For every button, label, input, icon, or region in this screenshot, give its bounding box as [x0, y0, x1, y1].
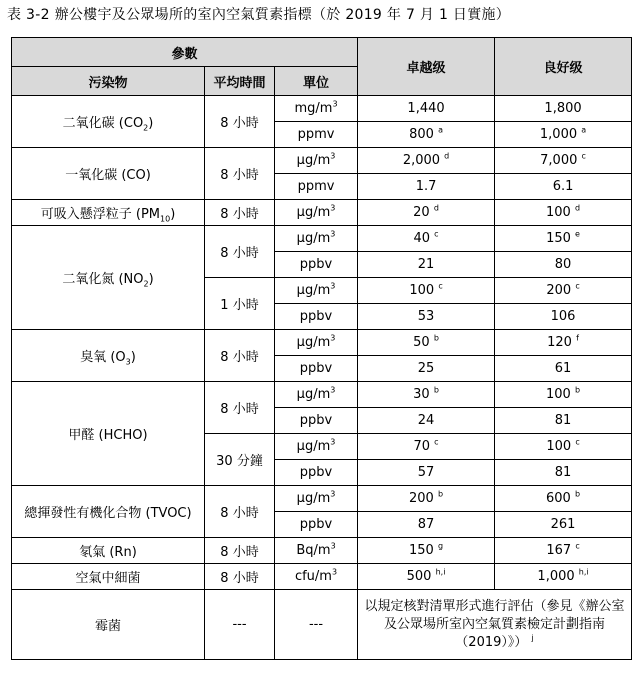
unit-cell: $Bq/m^3$	[275, 538, 358, 564]
excellent-value: 30 $^b$	[358, 382, 495, 408]
pollutant-bacteria: 空氣中細菌	[12, 564, 205, 590]
unit-cell: ppbv	[275, 356, 358, 382]
excellent-value: 70 $^c$	[358, 434, 495, 460]
mold-assessment-note: 以規定核對清單形式進行評估（參見《辦公室及公眾場所室內空氣質素檢定計劃指南（2019）》） $^j$	[358, 590, 632, 660]
header-pollutant: 污染物	[12, 67, 205, 96]
table-row	[12, 486, 632, 512]
avg-time: 8 小時	[205, 382, 275, 434]
table-row	[12, 148, 632, 174]
excellent-value: 40 $^c$	[358, 226, 495, 252]
unit-cell: $\mu g/m^3$	[275, 278, 358, 304]
pollutant-co2: 二氧化碳 $(CO_2)$	[12, 96, 205, 148]
table-row	[12, 590, 632, 660]
table-row	[12, 538, 632, 564]
excellent-value: 150 $^g$	[358, 538, 495, 564]
avg-time: 30 分鐘	[205, 434, 275, 486]
good-value: 7,000 $^c$	[495, 148, 632, 174]
pollutant-rn: 氡氣 (Rn)	[12, 538, 205, 564]
pollutant-o3: 臭氧 $(O_3)$	[12, 330, 205, 382]
good-value: 81	[495, 408, 632, 434]
table-row	[12, 330, 632, 356]
unit-cell: $mg/m^3$	[275, 96, 358, 122]
unit-cell: ppbv	[275, 304, 358, 330]
excellent-value: 100 $^c$	[358, 278, 495, 304]
avg-time: 8 小時	[205, 564, 275, 590]
good-value: 167 $^c$	[495, 538, 632, 564]
excellent-value: 800 $^a$	[358, 122, 495, 148]
good-value: 200 $^c$	[495, 278, 632, 304]
unit-cell: ppbv	[275, 460, 358, 486]
excellent-value: 20 $^d$	[358, 200, 495, 226]
good-value: 600 $^b$	[495, 486, 632, 512]
excellent-value: 50 $^b$	[358, 330, 495, 356]
excellent-value: 25	[358, 356, 495, 382]
good-value: 6.1	[495, 174, 632, 200]
pollutant-tvoc: 總揮發性有機化合物 (TVOC)	[12, 486, 205, 538]
excellent-value: 2,000 $^d$	[358, 148, 495, 174]
unit-cell: ppbv	[275, 512, 358, 538]
table-row	[12, 226, 632, 252]
table-row	[12, 200, 632, 226]
unit-cell: $\mu g/m^3$	[275, 434, 358, 460]
table-row	[12, 564, 632, 590]
excellent-value: 24	[358, 408, 495, 434]
good-value: 81	[495, 460, 632, 486]
pollutant-co: 一氧化碳 (CO)	[12, 148, 205, 200]
avg-time: 1 小時	[205, 278, 275, 330]
good-value: 61	[495, 356, 632, 382]
excellent-value: 500 $^{h,i}$	[358, 564, 495, 590]
excellent-value: 21	[358, 252, 495, 278]
good-value: 106	[495, 304, 632, 330]
header-unit: 單位	[275, 67, 358, 96]
good-value: 1,000 $^a$	[495, 122, 632, 148]
table-row	[12, 96, 632, 122]
unit-cell: $\mu g/m^3$	[275, 200, 358, 226]
header-avg-time: 平均時間	[205, 67, 275, 96]
pollutant-mold: 霉菌	[12, 590, 205, 660]
avg-time: 8 小時	[205, 486, 275, 538]
header-excellent: 卓越级	[358, 38, 495, 96]
unit-cell: ---	[275, 590, 358, 660]
unit-cell: cfu/$m^3$	[275, 564, 358, 590]
table-row	[12, 382, 632, 408]
avg-time: 8 小時	[205, 200, 275, 226]
iaq-objectives-table	[11, 37, 632, 660]
good-value: 120 $^f$	[495, 330, 632, 356]
excellent-value: 57	[358, 460, 495, 486]
avg-time: 8 小時	[205, 96, 275, 148]
avg-time: 8 小時	[205, 226, 275, 278]
good-value: 80	[495, 252, 632, 278]
pollutant-pm10: 可吸入懸浮粒子 $(PM_{10})$	[12, 200, 205, 226]
excellent-value: 200 $^b$	[358, 486, 495, 512]
unit-cell: ppbv	[275, 252, 358, 278]
excellent-value: 87	[358, 512, 495, 538]
avg-time: 8 小時	[205, 538, 275, 564]
avg-time: 8 小時	[205, 148, 275, 200]
avg-time: ---	[205, 590, 275, 660]
pollutant-no2: 二氧化氮 $(NO_2)$	[12, 226, 205, 330]
good-value: 1,800	[495, 96, 632, 122]
good-value: 261	[495, 512, 632, 538]
table-caption: 表 3-2 辦公樓宇及公眾場所的室內空氣質素指標（於 2019 年 7 月 1 日實施）	[7, 7, 511, 23]
header-params: 參數	[12, 38, 358, 67]
unit-cell: ppmv	[275, 174, 358, 200]
pollutant-hcho: 甲醛 (HCHO)	[12, 382, 205, 486]
good-value: 150 $^e$	[495, 226, 632, 252]
good-value: 100 $^c$	[495, 434, 632, 460]
good-value: 100 $^b$	[495, 382, 632, 408]
unit-cell: $\mu g/m^3$	[275, 486, 358, 512]
unit-cell: ppmv	[275, 122, 358, 148]
excellent-value: 53	[358, 304, 495, 330]
unit-cell: $\mu g/m^3$	[275, 382, 358, 408]
unit-cell: $\mu g/m^3$	[275, 226, 358, 252]
excellent-value: 1,440	[358, 96, 495, 122]
unit-cell: $\mu g/m^3$	[275, 148, 358, 174]
excellent-value: 1.7	[358, 174, 495, 200]
header-good: 良好级	[495, 38, 632, 96]
unit-cell: $\mu g/m^3$	[275, 330, 358, 356]
good-value: 1,000 $^{h,i}$	[495, 564, 632, 590]
unit-cell: ppbv	[275, 408, 358, 434]
good-value: 100 $^d$	[495, 200, 632, 226]
avg-time: 8 小時	[205, 330, 275, 382]
